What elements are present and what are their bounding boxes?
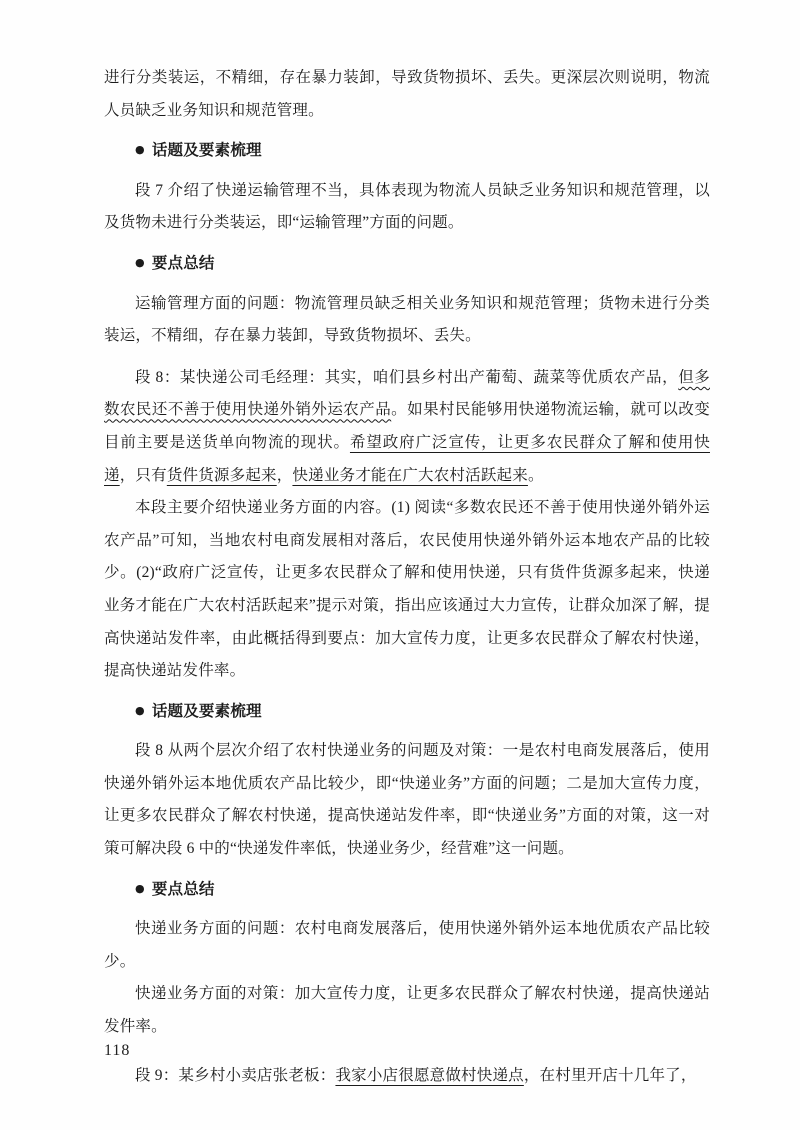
seg8-run: 段 8：某快递公司毛经理：其实，咱们县乡村出产葡萄、蔬菜等优质农产品， bbox=[135, 368, 679, 386]
bullet-key-points-2 bbox=[104, 873, 710, 907]
paragraph-seg8-review: 段 8 从两个层次介绍了农村快递业务的问题及对策：一是农村电商发展落后，使用快递外销外运本地优质农产品比较少，即“快递业务”方面的问题；二是加大宣传力度，让更多农民群众了解农村快递，提高快递站发件率，即“快递业务”方面的对策，这一对策可解决段 6 中的“快递发件率低，快递业务少，经营难”这一问题。 bbox=[104, 742, 710, 858]
bullet-key-points-1 bbox=[104, 247, 710, 281]
seg9-run: 段 9：某乡村小卖店张老板： bbox=[135, 1066, 336, 1084]
bullet-icon: ● bbox=[135, 255, 145, 269]
seg9-run-underlined: 我家小店很愿意做村快递点 bbox=[335, 1066, 524, 1084]
page-number: 118 bbox=[104, 1042, 131, 1059]
paragraph-transport-points: 运输管理方面的问题：物流管理员缺乏相关业务知识和规范管理；货物未进行分类装运，不精细，存在暴力装卸，导致货物损坏、丢失。 bbox=[104, 294, 710, 345]
seg9-run: ，在村里开店十几年了， bbox=[523, 1066, 697, 1084]
seg8-run-underlined: 但多数农民还不善于使用快递外销外运农产品 bbox=[104, 368, 710, 419]
bullet-icon: ● bbox=[135, 881, 145, 895]
paragraph-seg8-source bbox=[104, 362, 710, 492]
seg8-run-underlined: 快递业务才能在广大农村活跃起来 bbox=[292, 466, 528, 484]
seg8-run: 。 bbox=[527, 466, 544, 484]
seg8-run: ，只有 bbox=[119, 466, 167, 484]
paragraph-continued-transport: 进行分类装运，不精细，存在暴力装卸，导致货物损坏、丢失。更深层次则说明，物流人员缺乏业务知识和规范管理。 bbox=[104, 69, 710, 119]
bullet-label: 话题及要素梳理 bbox=[151, 702, 262, 720]
text-block bbox=[104, 62, 710, 1092]
paragraph-seg9-source bbox=[104, 1060, 710, 1093]
seg8-run-underlined: 希望政府广泛宣传，让更多农民群众了解和使用快递 bbox=[104, 433, 710, 484]
bullet-topic-review-2 bbox=[104, 695, 710, 729]
seg8-run: ， bbox=[276, 466, 293, 484]
bullet-topic-review-1 bbox=[104, 134, 710, 168]
bullet-icon: ● bbox=[135, 143, 145, 157]
paragraph-express-solution: 快递业务方面的对策：加大宣传力度，让更多农民群众了解农村快递，提高快递站发件率。 bbox=[104, 985, 710, 1036]
paragraph-seg8-analysis: 本段主要介绍快递业务方面的内容。(1) 阅读“多数农民还不善于使用快递外销外运农产品”可知，当地农村电商发展相对落后，农民使用快递外销外运本地农产品的比较少。(2)“政府广泛宣传，让更多农民群众了解和使用快递，只有货件货源多起来，快递业务才能在广大农村活跃起来”提示对策，指出应该通过大力宣传，让群众加深了解，提高快递站发件率，由此概括得到要点：加大宣传力度，让更多农民群众了解农村快递，提高快递站发件率。 bbox=[104, 499, 710, 680]
paragraph-express-problem: 快递业务方面的问题：农村电商发展落后，使用快递外销外运本地优质农产品比较少。 bbox=[104, 920, 710, 970]
paragraph-seg7-summary: 段 7 介绍了快递运输管理不当，具体表现为物流人员缺乏业务知识和规范管理，以及货物未进行分类装运，即“运输管理”方面的问题。 bbox=[104, 181, 710, 232]
bullet-label: 要点总结 bbox=[151, 254, 215, 272]
seg8-run: 。如果村民能够用快递物流运输，就可以改变目前主要是送货单向物流的现状。 bbox=[104, 401, 710, 451]
seg8-run-underlined: 货件货源多起来 bbox=[166, 466, 277, 484]
bullet-icon: ● bbox=[135, 703, 145, 717]
bullet-label: 话题及要素梳理 bbox=[151, 142, 262, 160]
bullet-label: 要点总结 bbox=[151, 880, 215, 898]
